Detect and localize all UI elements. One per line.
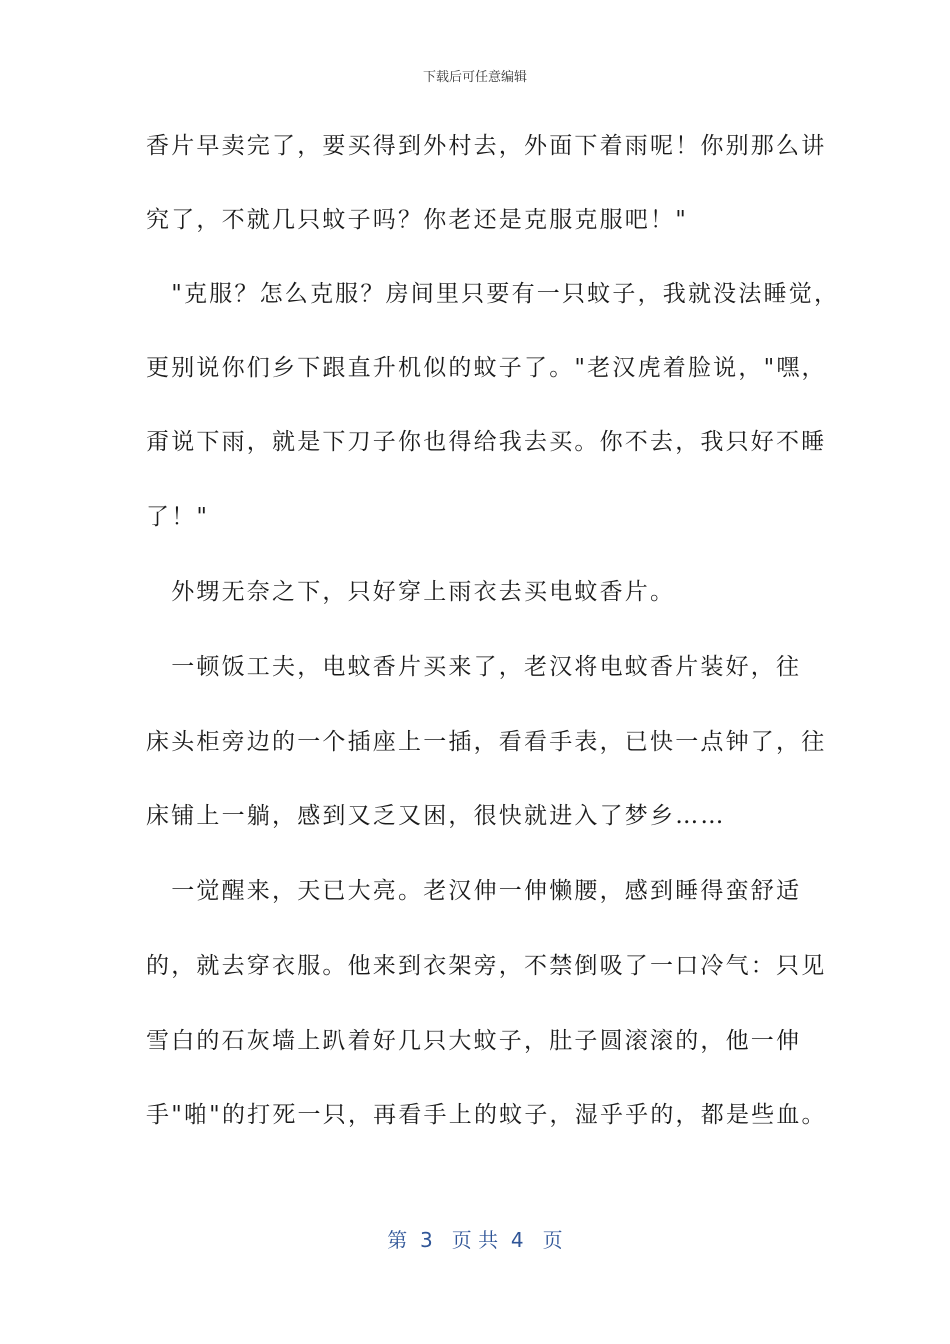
text-line: "克服？怎么克服？房间里只要有一只蚊子，我就没法睡觉，	[146, 281, 840, 307]
text-line: 一顿饭工夫，电蚊香片买来了，老汉将电蚊香片装好，往	[146, 654, 802, 680]
text-line: 更别说你们乡下跟直升机似的蚊子了。"老汉虎着脸说，"嘿，	[146, 355, 827, 381]
text-line: 究了，不就几只蚊子吗？你老还是克服克服吧！"	[146, 207, 688, 233]
text-line: 床铺上一躺，感到又乏又困，很快就进入了梦乡……	[146, 803, 726, 829]
page-header: 下载后可任意编辑	[422, 70, 527, 85]
text-line: 外甥无奈之下，只好穿上雨衣去买电蚊香片。	[146, 579, 676, 605]
text-line: 香片早卖完了，要买得到外村去，外面下着雨呢！你别那么讲	[146, 133, 827, 159]
page-number-footer: 第 3 页 共 4 页	[387, 1228, 563, 1252]
text-line: 的，就去穿衣服。他来到衣架旁，不禁倒吸了一口冷气：只见	[146, 953, 827, 979]
text-line: 雪白的石灰墙上趴着好几只大蚊子，肚子圆滚滚的，他一伸	[146, 1028, 802, 1054]
text-line: 手"啪"的打死一只，再看手上的蚊子，湿乎乎的，都是些血。	[146, 1102, 827, 1128]
text-line: 床头柜旁边的一个插座上一插，看看手表，已快一点钟了，往	[146, 729, 827, 755]
text-line: 一觉醒来，天已大亮。老汉伸一伸懒腰，感到睡得蛮舒适	[146, 878, 802, 904]
text-line: 甭说下雨，就是下刀子你也得给我去买。你不去，我只好不睡	[146, 429, 827, 455]
text-line: 了！"	[146, 504, 210, 530]
